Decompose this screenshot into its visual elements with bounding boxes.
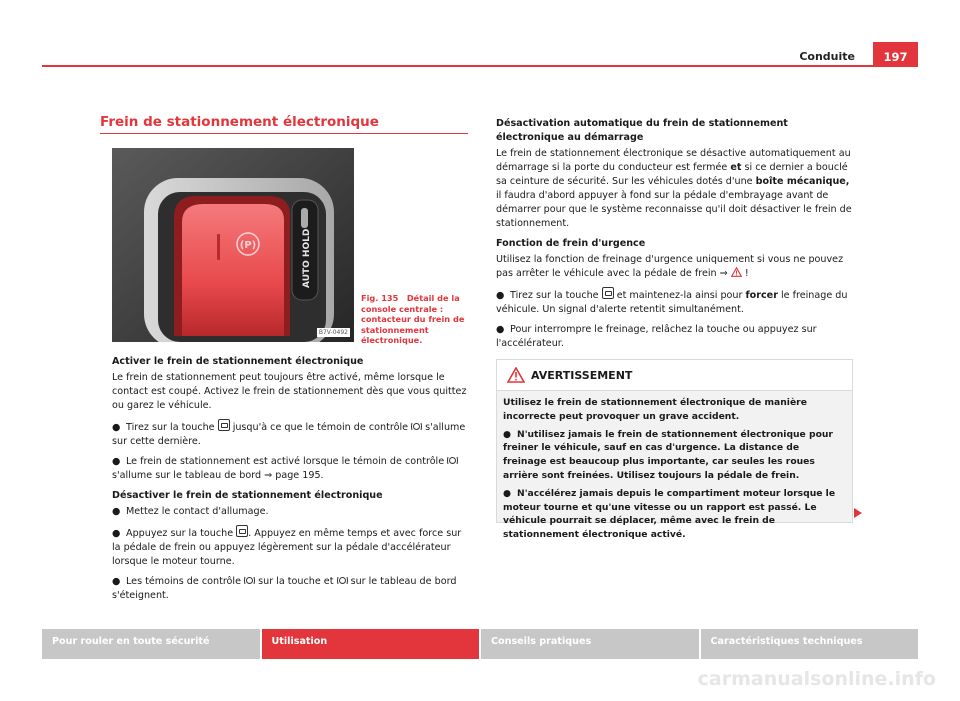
paragraph-text-d: boîte mécanique, bbox=[755, 176, 850, 187]
section-title: Frein de stationnement électronique bbox=[100, 114, 379, 130]
bullet-text-b: sur la touche et bbox=[255, 576, 337, 587]
warning-bullet-text: N'utilisez jamais le frein de stationnement électronique pour freiner le véhicule, sauf en cas d'urgence. La distance de freinage est beaucoup plus importante, car seules les roues arrière sont freinées. Utilisez toujours la pédale de frein. bbox=[503, 428, 833, 481]
bullet-text-a: Tirez sur la touche bbox=[510, 290, 602, 301]
tab-technical-specs[interactable]: Caractéristiques techniques bbox=[701, 629, 919, 659]
bullet-text-c: forcer bbox=[745, 290, 778, 301]
left-column bbox=[112, 355, 468, 609]
warning-box bbox=[496, 359, 853, 541]
bullet-text-c: sur le tableau de bord s'éteignent. bbox=[112, 576, 457, 601]
page-number: 197 bbox=[873, 42, 918, 66]
bullet-press-button bbox=[112, 525, 468, 569]
heading-activate: Activer le frein de stationnement électronique bbox=[112, 356, 364, 367]
parking-button-icon bbox=[218, 419, 230, 431]
warning-triangle-icon bbox=[731, 267, 742, 277]
bullet-marker: ● bbox=[112, 528, 121, 539]
bullet-text-a: Appuyez sur la touche bbox=[126, 528, 237, 539]
bullet-marker: ● bbox=[112, 422, 121, 433]
paragraph-activate: Le frein de stationnement peut toujours être activé, même lorsque le contact est coupé. Activez le frein de stationnement dès que vous quittez ou garez le véhicule. bbox=[112, 372, 467, 411]
warning-intro: Utilisez le frein de stationnement électronique de manière incorrecte peut provoquer un grave accident. bbox=[503, 397, 807, 422]
heading-auto-release: Désactivation automatique du frein de stationnement électronique au démarrage bbox=[496, 118, 788, 143]
bullet-marker: ● bbox=[112, 456, 121, 467]
bullet-marker: ● bbox=[112, 576, 121, 587]
paragraph-text-a: Le frein de stationnement électronique se désactive automatiquement au démarrage si la porte du conducteur est fermée bbox=[496, 148, 851, 173]
right-column bbox=[496, 117, 852, 357]
warning-triangle-icon bbox=[507, 367, 525, 383]
bullet-lamps-off bbox=[112, 575, 468, 603]
warning-lamp-icon bbox=[411, 422, 422, 431]
warning-lamp-icon bbox=[447, 456, 458, 465]
paragraph-end: ! bbox=[741, 268, 749, 279]
bullet-marker: ● bbox=[503, 487, 512, 499]
section-rule bbox=[100, 133, 468, 134]
warning-bullet-text: N'accélérez jamais depuis le compartiment moteur lorsque le moteur tourne et qu'une vitesse ou un rapport est passé. Le véhicule pourrait se déplacer, même avec le frein de stationnement électronique activé. bbox=[503, 487, 836, 541]
bullet-marker: ● bbox=[112, 506, 121, 517]
figure-caption-text: Détail de la console centrale : contacteur du frein de stationnement électronique. bbox=[361, 293, 465, 345]
paragraph-emergency bbox=[496, 253, 852, 281]
bullet-marker: ● bbox=[496, 324, 505, 335]
warning-bullet-1 bbox=[503, 428, 842, 483]
tab-practical-tips[interactable]: Conseils pratiques bbox=[481, 629, 701, 659]
paragraph-text-b: et bbox=[730, 162, 742, 173]
heading-deactivate: Désactiver le frein de stationnement électronique bbox=[112, 490, 383, 501]
bullet-text-a: Tirez sur la touche bbox=[126, 422, 218, 433]
bullet-marker: ● bbox=[496, 290, 505, 301]
bullet-text-a: Les témoins de contrôle bbox=[126, 576, 245, 587]
bullet-text: Pour interrompre le freinage, relâchez la touche ou appuyez sur l'accélérateur. bbox=[496, 324, 817, 349]
bullet-emergency-pull bbox=[496, 287, 852, 317]
bullet-text-b: et maintenez-la ainsi pour bbox=[613, 290, 746, 301]
bullet-marker: ● bbox=[503, 428, 512, 440]
warning-lamp-icon bbox=[337, 576, 348, 585]
heading-emergency: Fonction de frein d'urgence bbox=[496, 238, 646, 249]
image-code: B7V-0492 bbox=[318, 329, 348, 336]
bullet-text-d: le freinage du véhicule. Un signal d'alerte retentit simultanément. bbox=[496, 290, 848, 315]
footer-tabs bbox=[42, 629, 918, 659]
paragraph-text-e: il faudra d'abord appuyer à fond sur la pédale d'embrayage avant de démarrer pour que le système reconnaisse qu'il doit désactiver le frein de stationnement. bbox=[496, 190, 852, 229]
bullet-text-a: Le frein de stationnement est activé lorsque le témoin de contrôle bbox=[126, 456, 448, 467]
bullet-text-b: . Appuyez en même temps et avec force sur la pédale de frein ou appuyez légèrement sur la pédale d'accélérateur lorsque le moteur tourne. bbox=[112, 528, 462, 567]
parking-button-icon bbox=[236, 525, 248, 537]
tab-safety[interactable]: Pour rouler en toute sécurité bbox=[42, 629, 262, 659]
paragraph-text: Utilisez la fonction de freinage d'urgence uniquement si vous ne pouvez pas arrêter le véhicule avec la pédale de frein ⇒ bbox=[496, 254, 844, 279]
continue-arrow-icon bbox=[854, 508, 862, 518]
bullet-pull-button bbox=[112, 419, 468, 449]
tab-usage[interactable]: Utilisation bbox=[262, 629, 482, 659]
watermark: carmanualsonline.info bbox=[697, 668, 936, 690]
parking-symbol-label: (P) bbox=[239, 240, 257, 251]
parking-button-icon bbox=[602, 287, 614, 299]
header-rule bbox=[42, 65, 918, 67]
bullet-text-c: s'allume sur cette dernière. bbox=[112, 422, 466, 447]
warning-title: AVERTISSEMENT bbox=[531, 369, 633, 382]
auto-hold-label: AUTO HOLD bbox=[302, 228, 312, 288]
figure-label: Fig. 135 bbox=[361, 293, 399, 303]
bullet-ignition bbox=[112, 505, 468, 519]
figure-caption bbox=[361, 293, 471, 346]
chapter-title: Conduite bbox=[799, 50, 855, 63]
parking-brake-switch-illustration bbox=[112, 148, 354, 342]
bullet-emergency-stop bbox=[496, 323, 852, 351]
bullet-lamp-on bbox=[112, 455, 468, 483]
figure-photo bbox=[112, 148, 354, 342]
warning-body bbox=[497, 391, 852, 542]
warning-bullet-2 bbox=[503, 487, 842, 542]
bullet-text: Mettez le contact d'allumage. bbox=[126, 506, 269, 517]
bullet-text-b: jusqu'à ce que le témoin de contrôle bbox=[229, 422, 412, 433]
paragraph-text-c: si ce dernier a bouclé sa ceinture de sécurité. Sur les véhicules dotés d'une bbox=[496, 162, 848, 187]
paragraph-auto-release bbox=[496, 147, 852, 231]
warning-lamp-icon bbox=[244, 576, 255, 585]
bullet-text-b: s'allume sur le tableau de bord ⇒ page 195. bbox=[112, 470, 324, 481]
warning-header bbox=[497, 360, 852, 391]
